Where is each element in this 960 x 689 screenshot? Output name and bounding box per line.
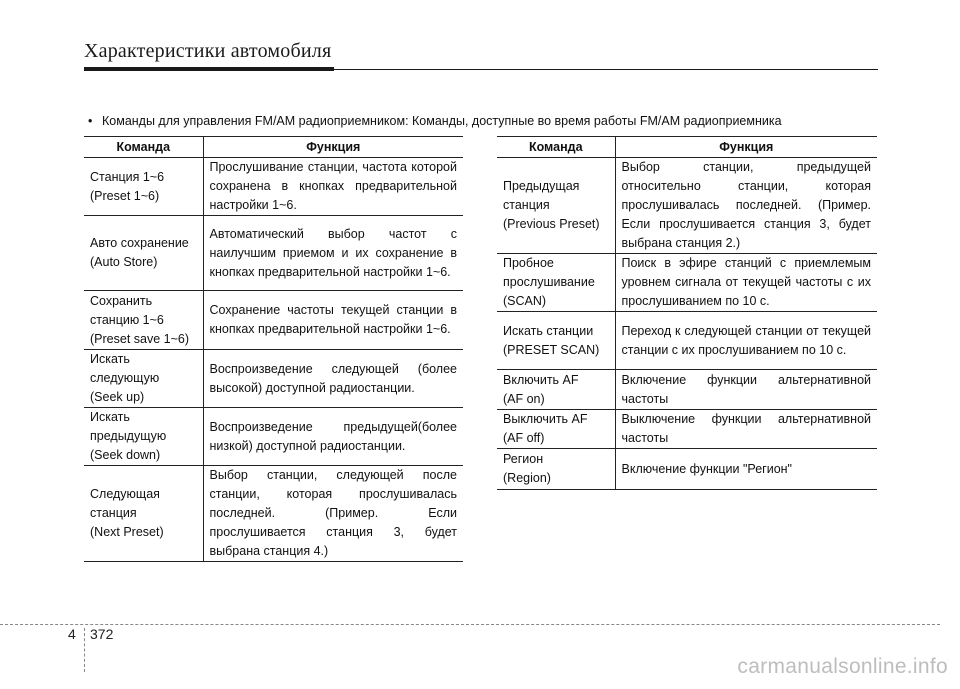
command-cell: Искать станции (PRESET SCAN) [497,312,615,370]
intro-line [88,114,782,128]
function-cell: Включение функции "Регион" [615,449,877,490]
left-command-table [84,136,463,562]
table-row [497,410,877,449]
table-header-row [497,137,877,158]
watermark: carmanualsonline.info [737,655,948,678]
function-cell: Поиск в эфире станций с приемлемым уровнем сигнала от текущей частоты с их прослушиванием по 10 с. [615,254,877,312]
table-row [497,449,877,490]
table-row [497,254,877,312]
table-row [84,158,463,216]
command-cell: Пробное прослушивание (SCAN) [497,254,615,312]
function-cell: Воспроизведение предыдущей(более низкой) доступной радиостанции. [203,408,463,466]
function-cell: Переход к следующей станции от текущей станции с их прослушиванием по 10 с. [615,312,877,370]
intro-text: Команды для управления FM/AM радиоприемником: Команды, доступные во время работы FM/AM радиоприемника [102,114,782,128]
header-command: Команда [497,137,615,158]
header-function: Функция [615,137,877,158]
chapter-number: 4 [68,626,76,642]
function-cell: Сохранение частоты текущей станции в кнопках предварительной настройки 1~6. [203,291,463,350]
table-row [84,291,463,350]
table-row [497,158,877,254]
header-command: Команда [84,137,203,158]
table-row [497,312,877,370]
bullet: • [88,114,93,128]
footer-divider [0,624,940,625]
function-cell: Выбор станции, следующей после станции, которая прослушивалась последней. (Пример. Если прослушивается станция 3, будет выбрана станция 4.) [203,466,463,562]
command-cell: Искать следующую (Seek up) [84,350,203,408]
command-cell: Регион (Region) [497,449,615,490]
header-rule [84,67,334,71]
page-header-title: Характеристики автомобиля [84,40,332,62]
function-cell: Включение функции альтернативной частоты [615,370,877,410]
function-cell: Автоматический выбор частот с наилучшим приемом и их сохранение в кнопках предварительной настройки 1~6. [203,216,463,291]
footer-vertical-divider [84,628,85,672]
table-row [497,370,877,410]
command-cell: Предыдущая станция (Previous Preset) [497,158,615,254]
command-cell: Сохранить станцию 1~6 (Preset save 1~6) [84,291,203,350]
function-cell: Воспроизведение следующей (более высокой) доступной радиостанции. [203,350,463,408]
command-cell: Авто сохранение (Auto Store) [84,216,203,291]
page-number: 372 [90,626,114,642]
right-command-table [497,136,877,490]
header-function: Функция [203,137,463,158]
command-cell: Искать предыдущую (Seek down) [84,408,203,466]
function-cell: Прослушивание станции, частота которой сохранена в кнопках предварительной настройки 1~6. [203,158,463,216]
command-cell: Станция 1~6 (Preset 1~6) [84,158,203,216]
table-header-row [84,137,463,158]
table-row [84,350,463,408]
function-cell: Выключение функции альтернативной частоты [615,410,877,449]
function-cell: Выбор станции, предыдущей относительно станции, которая прослушивалась последней. (Пример. Если прослушивается станция 3, будет выбрана станция 2.) [615,158,877,254]
table-row [84,216,463,291]
header-rule-thin [334,69,878,70]
table-row [84,408,463,466]
command-cell: Включить AF (AF on) [497,370,615,410]
command-cell: Выключить AF (AF off) [497,410,615,449]
table-row [84,466,463,562]
command-cell: Следующая станция (Next Preset) [84,466,203,562]
